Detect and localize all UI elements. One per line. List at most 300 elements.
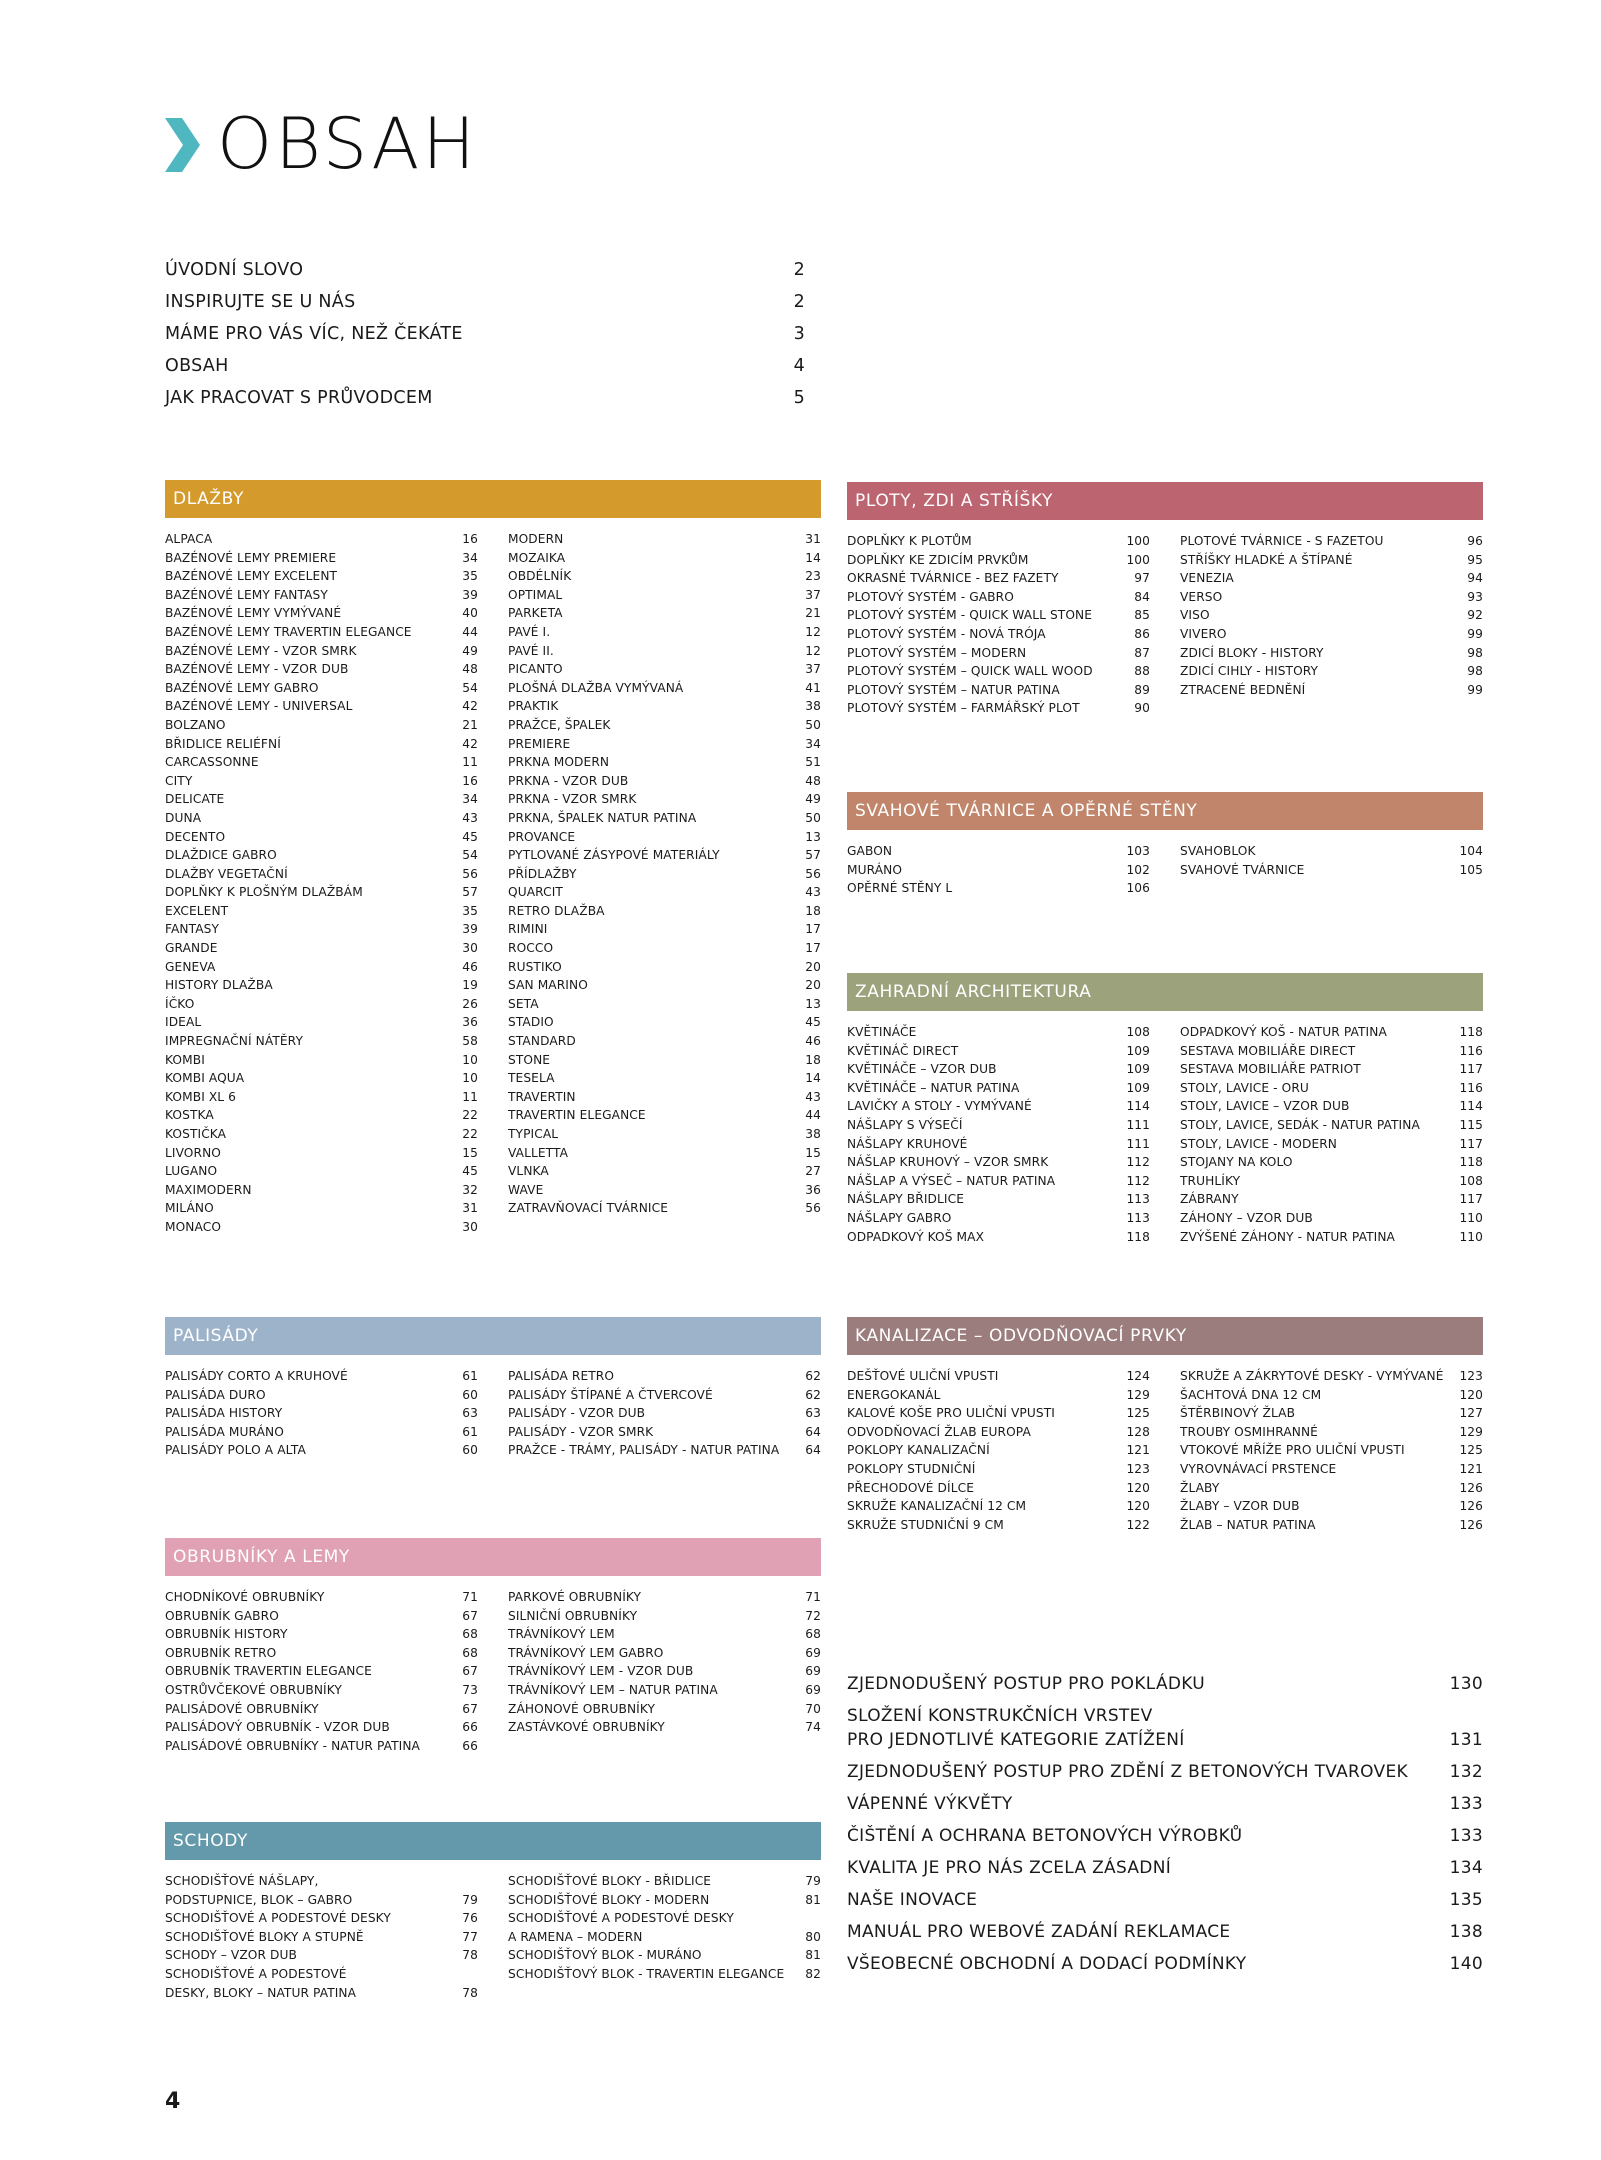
entry-page: 98 (1467, 664, 1483, 679)
toc-entry[interactable] (165, 1183, 478, 1202)
toc-entry[interactable] (165, 1053, 478, 1072)
toc-entry[interactable] (165, 1590, 478, 1609)
toc-entry[interactable] (508, 867, 821, 886)
toc-entry[interactable] (165, 1164, 478, 1183)
entry-column (1180, 1025, 1483, 1248)
toc-entry[interactable] (508, 830, 821, 849)
entry-page: 42 (462, 699, 478, 714)
toc-entry[interactable] (165, 1646, 478, 1665)
entry-label: NÁŠLAPY KRUHOVÉ (847, 1136, 968, 1151)
entry-label: MANUÁL PRO WEBOVÉ ZADÁNÍ REKLAMACE (847, 1922, 1231, 1942)
toc-entry[interactable] (165, 997, 478, 1016)
toc-entry[interactable] (165, 737, 478, 756)
toc-entry[interactable] (847, 844, 1150, 863)
toc-entry[interactable] (508, 922, 821, 941)
toc-entry[interactable] (1180, 683, 1483, 702)
toc-entry[interactable] (508, 792, 821, 811)
section-zahradni (847, 973, 1483, 1248)
toc-entry[interactable] (508, 1967, 821, 1986)
toc-entry[interactable] (165, 699, 478, 718)
entry-label: STOLY, LAVICE, SEDÁK - NATUR PATINA (1180, 1117, 1420, 1132)
toc-entry[interactable] (165, 569, 478, 588)
entry-page: 66 (462, 1720, 478, 1735)
toc-entry[interactable] (508, 1683, 821, 1702)
toc-entry[interactable] (1180, 646, 1483, 665)
toc-entry[interactable] (508, 644, 821, 663)
toc-entry[interactable] (165, 1146, 478, 1165)
toc-entry[interactable] (165, 848, 478, 867)
section-kanalizace (847, 1317, 1483, 1536)
entry-label: VERSO (1180, 589, 1223, 604)
toc-entry[interactable] (1180, 844, 1483, 863)
entry-page: 56 (805, 866, 821, 881)
toc-entry[interactable] (1180, 1155, 1483, 1174)
toc-entry[interactable] (165, 774, 478, 793)
toc-entry[interactable] (508, 774, 821, 793)
entry-label: ODVODŇOVACÍ ŽLAB EUROPA (847, 1424, 1031, 1439)
entry-page: 86 (1134, 626, 1150, 641)
toc-entry[interactable] (1180, 1388, 1483, 1407)
section-palisady (165, 1317, 821, 1462)
entry-page: 54 (462, 848, 478, 863)
entry-page: 17 (805, 941, 821, 956)
toc-entry[interactable] (165, 1034, 478, 1053)
toc-entry[interactable] (165, 644, 478, 663)
toc-entry[interactable] (165, 1425, 478, 1444)
toc-entry[interactable] (847, 1672, 1483, 1696)
toc-entry[interactable] (847, 1760, 1483, 1784)
entry-label: PALISÁDY - VZOR SMRK (508, 1424, 654, 1439)
toc-entry[interactable] (508, 1388, 821, 1407)
entry-label: RIMINI (508, 922, 548, 937)
toc-entry[interactable] (847, 1425, 1150, 1444)
toc-entry[interactable] (508, 551, 821, 570)
entry-label: KOMBI AQUA (165, 1071, 245, 1086)
toc-entry[interactable] (847, 1406, 1150, 1425)
toc-entry[interactable] (508, 1183, 821, 1202)
entry-label: PICANTO (508, 662, 563, 677)
entry-label: ŠACHTOVÁ DNA 12 CM (1180, 1387, 1322, 1402)
section-heading: ZAHRADNÍ ARCHITEKTURA (847, 973, 1483, 1011)
toc-entry[interactable] (847, 1888, 1483, 1912)
toc-entry[interactable] (847, 683, 1150, 702)
entry-page: 67 (462, 1608, 478, 1623)
toc-entry[interactable] (508, 1702, 821, 1721)
entry-page: 14 (805, 550, 821, 565)
toc-entry[interactable] (165, 1369, 478, 1388)
toc-entry[interactable] (165, 324, 805, 356)
toc-entry[interactable] (1180, 1230, 1483, 1249)
entry-page: 105 (1459, 862, 1483, 877)
entry-label: ROCCO (508, 941, 554, 956)
entry-page: 51 (805, 755, 821, 770)
toc-entry[interactable] (508, 569, 821, 588)
entry-label: PLOTOVÝ SYSTÉM - QUICK WALL STONE (847, 608, 1093, 623)
entry-page: 110 (1459, 1229, 1483, 1244)
toc-entry[interactable] (508, 997, 821, 1016)
toc-entry[interactable] (165, 960, 478, 979)
toc-entry[interactable] (847, 1481, 1150, 1500)
entry-label: IMPREGNAČNÍ NÁTĚRY (165, 1034, 303, 1049)
entry-page: 62 (805, 1369, 821, 1383)
toc-entry[interactable] (508, 960, 821, 979)
toc-entry[interactable] (508, 588, 821, 607)
entry-label: BOLZANO (165, 717, 226, 732)
toc-entry[interactable] (847, 627, 1150, 646)
toc-entry[interactable] (847, 1499, 1150, 1518)
toc-entry[interactable] (165, 867, 478, 886)
entry-page: 77 (462, 1929, 478, 1944)
toc-entry[interactable] (165, 1090, 478, 1109)
toc-entry[interactable] (1180, 1025, 1483, 1044)
toc-entry[interactable] (508, 885, 821, 904)
toc-entry[interactable] (165, 1627, 478, 1646)
toc-entry[interactable] (1180, 1081, 1483, 1100)
toc-entry[interactable] (847, 1443, 1150, 1462)
toc-entry[interactable] (1180, 1062, 1483, 1081)
entry-label: CARCASSONNE (165, 755, 259, 770)
toc-entry[interactable] (508, 1071, 821, 1090)
entry-page: 15 (805, 1145, 821, 1160)
entry-page: 44 (805, 1108, 821, 1123)
entry-column (1180, 844, 1483, 900)
toc-entry[interactable] (847, 1099, 1150, 1118)
entry-label: SESTAVA MOBILIÁŘE PATRIOT (1180, 1062, 1361, 1077)
toc-entry[interactable] (847, 1211, 1150, 1230)
entry-page: 121 (1459, 1461, 1483, 1476)
toc-entry[interactable] (847, 1856, 1483, 1880)
toc-entry[interactable] (165, 625, 478, 644)
toc-entry[interactable] (165, 904, 478, 923)
toc-entry[interactable] (165, 1702, 478, 1721)
toc-entry[interactable] (165, 1071, 478, 1090)
toc-entry[interactable] (847, 1704, 1483, 1752)
entry-label: ZÁHONY – VZOR DUB (1180, 1210, 1313, 1225)
toc-entry[interactable] (508, 1034, 821, 1053)
toc-entry[interactable] (165, 551, 478, 570)
entry-page: 61 (462, 1424, 478, 1439)
toc-entry[interactable] (508, 1425, 821, 1444)
entry-page: 60 (462, 1443, 478, 1458)
intro-list (165, 260, 805, 420)
entry-label: CHODNÍKOVÉ OBRUBNÍKY (165, 1590, 325, 1604)
toc-entry[interactable] (1180, 1462, 1483, 1481)
toc-entry[interactable] (847, 1824, 1483, 1848)
toc-entry[interactable] (1180, 1443, 1483, 1462)
entry-label: SAN MARINO (508, 978, 588, 993)
toc-entry[interactable] (1180, 1369, 1483, 1388)
toc-entry[interactable] (1180, 1044, 1483, 1063)
entry-label: KVALITA JE PRO NÁS ZCELA ZÁSADNÍ (847, 1858, 1172, 1878)
entry-page: 111 (1126, 1117, 1150, 1132)
entry-label: CITY (165, 773, 193, 788)
entry-label: SETA (508, 996, 539, 1011)
toc-entry[interactable] (1180, 1406, 1483, 1425)
toc-entry[interactable] (847, 553, 1150, 572)
toc-entry[interactable] (165, 1948, 478, 1967)
toc-entry[interactable] (847, 1230, 1150, 1249)
entry-page: 10 (462, 1071, 478, 1086)
toc-entry[interactable] (165, 606, 478, 625)
entry-page: 87 (1134, 645, 1150, 660)
section-svahove (847, 792, 1483, 900)
toc-entry[interactable] (165, 718, 478, 737)
entry-label: VENEZIA (1180, 571, 1234, 586)
toc-entry[interactable] (508, 625, 821, 644)
entry-page: 64 (805, 1443, 821, 1458)
entry-page: 35 (462, 903, 478, 918)
toc-entry[interactable] (508, 681, 821, 700)
toc-entry[interactable] (1180, 590, 1483, 609)
toc-entry[interactable] (165, 1108, 478, 1127)
toc-entry[interactable] (165, 885, 478, 904)
toc-entry[interactable] (508, 1146, 821, 1165)
entry-page: 81 (805, 1948, 821, 1963)
toc-entry[interactable] (165, 356, 805, 388)
toc-entry[interactable] (165, 1739, 478, 1758)
toc-entry[interactable] (1180, 553, 1483, 572)
toc-entry[interactable] (508, 1369, 821, 1388)
toc-entry[interactable] (1180, 664, 1483, 683)
toc-entry[interactable] (847, 1462, 1150, 1481)
toc-entry[interactable] (847, 571, 1150, 590)
toc-entry[interactable] (847, 1155, 1150, 1174)
entry-page: 36 (462, 1015, 478, 1030)
toc-entry[interactable] (1180, 1481, 1483, 1500)
toc-entry[interactable] (1180, 1499, 1483, 1518)
toc-entry[interactable] (508, 1201, 821, 1220)
toc-entry[interactable] (165, 1967, 478, 1986)
toc-entry[interactable] (847, 1025, 1150, 1044)
toc-entry[interactable] (508, 1015, 821, 1034)
entry-page: 123 (1459, 1369, 1483, 1383)
toc-entry[interactable] (165, 1874, 478, 1893)
entry-label: PALISÁDA MURÁNO (165, 1424, 284, 1439)
toc-entry[interactable] (847, 664, 1150, 683)
entry-page: 50 (805, 717, 821, 732)
entry-label: ZDICÍ BLOKY - HISTORY (1180, 645, 1324, 660)
entry-page: 57 (462, 885, 478, 900)
entry-label: TRAVERTIN ELEGANCE (508, 1108, 646, 1123)
toc-entry[interactable] (165, 1388, 478, 1407)
toc-entry[interactable] (1180, 1099, 1483, 1118)
toc-entry[interactable] (165, 1893, 478, 1912)
toc-entry[interactable] (1180, 1137, 1483, 1156)
entry-column (847, 844, 1150, 900)
toc-entry[interactable] (1180, 627, 1483, 646)
toc-entry[interactable] (508, 978, 821, 997)
toc-entry[interactable] (165, 1220, 478, 1239)
entry-label: KVĚTINÁČE – NATUR PATINA (847, 1080, 1020, 1095)
entry-label: DLAŽBY VEGETAČNÍ (165, 866, 288, 881)
toc-entry[interactable] (508, 811, 821, 830)
entry-page: 4 (793, 356, 805, 376)
entry-label: ZDICÍ CIHLY - HISTORY (1180, 664, 1319, 679)
toc-entry[interactable] (508, 1108, 821, 1127)
toc-entry[interactable] (847, 1118, 1150, 1137)
toc-entry[interactable] (165, 388, 805, 420)
toc-entry[interactable] (847, 1952, 1483, 1976)
toc-entry[interactable] (165, 1406, 478, 1425)
toc-entry[interactable] (165, 662, 478, 681)
entry-label: MOZAIKA (508, 550, 566, 565)
toc-entry[interactable] (847, 701, 1150, 720)
entry-label: TRUHLÍKY (1180, 1173, 1241, 1188)
toc-entry[interactable] (165, 1015, 478, 1034)
entry-label: PAVÉ II. (508, 643, 554, 658)
entry-label: SCHODY – VZOR DUB (165, 1948, 297, 1963)
toc-entry[interactable] (847, 1174, 1150, 1193)
toc-entry[interactable] (847, 1137, 1150, 1156)
entry-page: 30 (462, 1219, 478, 1234)
toc-entry[interactable] (847, 1518, 1150, 1537)
toc-entry[interactable] (508, 1053, 821, 1072)
entry-page: 118 (1459, 1025, 1483, 1039)
toc-entry[interactable] (165, 1127, 478, 1146)
toc-entry[interactable] (165, 292, 805, 324)
entry-page: 92 (1467, 608, 1483, 623)
entry-label: GENEVA (165, 959, 216, 974)
toc-entry[interactable] (847, 1192, 1150, 1211)
toc-entry[interactable] (847, 1062, 1150, 1081)
toc-entry[interactable] (165, 588, 478, 607)
entry-label: MODERN (508, 532, 564, 546)
entry-label: BAZÉNOVÉ LEMY - UNIVERSAL (165, 699, 353, 714)
toc-entry[interactable] (165, 1443, 478, 1462)
toc-entry[interactable] (1180, 1118, 1483, 1137)
toc-entry[interactable] (508, 532, 821, 551)
toc-entry[interactable] (508, 1406, 821, 1425)
toc-entry[interactable] (847, 1388, 1150, 1407)
entry-page: 78 (462, 1948, 478, 1963)
entry-page: 90 (1134, 701, 1150, 716)
entry-page: 109 (1126, 1080, 1150, 1095)
toc-entry[interactable] (508, 718, 821, 737)
toc-entry[interactable] (508, 1664, 821, 1683)
toc-entry[interactable] (165, 260, 805, 292)
toc-entry[interactable] (508, 1720, 821, 1739)
entry-label: SCHODIŠŤOVÉ BLOKY - BŘIDLICE (508, 1874, 712, 1888)
toc-entry[interactable] (847, 1044, 1150, 1063)
toc-entry[interactable] (508, 1609, 821, 1628)
entry-label: SCHODIŠŤOVÝ BLOK - TRAVERTIN ELEGANCE (508, 1966, 785, 1981)
toc-entry[interactable] (165, 1609, 478, 1628)
entry-page: 121 (1126, 1443, 1150, 1458)
entry-page: 71 (805, 1590, 821, 1604)
entry-label: PŘECHODOVÉ DÍLCE (847, 1480, 975, 1495)
toc-entry[interactable] (165, 532, 478, 551)
entry-label: OBRUBNÍK GABRO (165, 1608, 279, 1623)
toc-entry[interactable] (1180, 1192, 1483, 1211)
toc-entry[interactable] (165, 1720, 478, 1739)
toc-entry[interactable] (508, 1911, 821, 1930)
toc-entry[interactable] (165, 978, 478, 997)
toc-entry[interactable] (1180, 608, 1483, 627)
toc-entry[interactable] (165, 1664, 478, 1683)
toc-entry[interactable] (508, 1590, 821, 1609)
toc-entry[interactable] (847, 1792, 1483, 1816)
entry-page: 11 (462, 755, 478, 770)
entry-page: 99 (1467, 682, 1483, 697)
toc-entry[interactable] (847, 863, 1150, 882)
toc-entry[interactable] (508, 1893, 821, 1912)
toc-entry[interactable] (1180, 571, 1483, 590)
toc-entry[interactable] (847, 881, 1150, 900)
toc-entry[interactable] (165, 1683, 478, 1702)
toc-entry[interactable] (508, 662, 821, 681)
toc-entry[interactable] (1180, 1518, 1483, 1537)
entry-page: 138 (1449, 1922, 1483, 1942)
toc-entry[interactable] (508, 904, 821, 923)
toc-entry[interactable] (847, 534, 1150, 553)
toc-entry[interactable] (1180, 1174, 1483, 1193)
toc-entry[interactable] (508, 699, 821, 718)
toc-entry[interactable] (847, 1081, 1150, 1100)
entry-label: DLAŽDICE GABRO (165, 848, 277, 863)
entry-page: 140 (1449, 1954, 1483, 1974)
toc-entry[interactable] (1180, 1211, 1483, 1230)
toc-entry[interactable] (165, 811, 478, 830)
toc-entry[interactable] (165, 922, 478, 941)
entry-label: PLOŠNÁ DLAŽBA VYMÝVANÁ (508, 680, 684, 695)
entry-page: 13 (805, 996, 821, 1011)
toc-entry[interactable] (508, 848, 821, 867)
toc-entry[interactable] (508, 737, 821, 756)
toc-entry[interactable] (508, 941, 821, 960)
entry-page: 43 (805, 1089, 821, 1104)
entry-column (165, 532, 478, 1239)
toc-entry[interactable] (165, 1911, 478, 1930)
toc-entry[interactable] (508, 1874, 821, 1893)
toc-entry[interactable] (847, 646, 1150, 665)
entry-page: 99 (1467, 626, 1483, 641)
entry-label: OPĚRNÉ STĚNY L (847, 881, 953, 896)
toc-entry[interactable] (508, 1443, 821, 1462)
toc-entry[interactable] (165, 1930, 478, 1949)
toc-entry[interactable] (508, 1164, 821, 1183)
entry-page: 116 (1459, 1043, 1483, 1058)
toc-entry[interactable] (165, 1986, 478, 2005)
toc-entry[interactable] (847, 608, 1150, 627)
toc-entry[interactable] (165, 941, 478, 960)
toc-entry[interactable] (508, 1948, 821, 1967)
toc-entry[interactable] (508, 1090, 821, 1109)
entry-label: SCHODIŠŤOVÉ A PODESTOVÉ DESKY (508, 1911, 734, 1926)
toc-entry[interactable] (508, 755, 821, 774)
toc-entry[interactable] (508, 1930, 821, 1949)
toc-entry[interactable] (1180, 863, 1483, 882)
toc-entry[interactable] (508, 1127, 821, 1146)
toc-entry[interactable] (165, 792, 478, 811)
entry-label: STOJANY NA KOLO (1180, 1155, 1293, 1170)
entry-page: 34 (805, 736, 821, 751)
toc-entry[interactable] (847, 1920, 1483, 1944)
toc-entry[interactable] (847, 1369, 1150, 1388)
toc-entry[interactable] (847, 590, 1150, 609)
toc-entry[interactable] (165, 1201, 478, 1220)
toc-entry[interactable] (508, 606, 821, 625)
toc-entry[interactable] (508, 1646, 821, 1665)
toc-entry[interactable] (508, 1627, 821, 1646)
entry-label: VÁPENNÉ VÝKVĚTY (847, 1794, 1013, 1814)
toc-entry[interactable] (165, 830, 478, 849)
toc-entry[interactable] (165, 681, 478, 700)
toc-entry[interactable] (165, 755, 478, 774)
toc-entry[interactable] (1180, 1425, 1483, 1444)
entry-page: 68 (462, 1627, 478, 1642)
toc-entry[interactable] (1180, 534, 1483, 553)
entry-page: 124 (1126, 1369, 1150, 1383)
